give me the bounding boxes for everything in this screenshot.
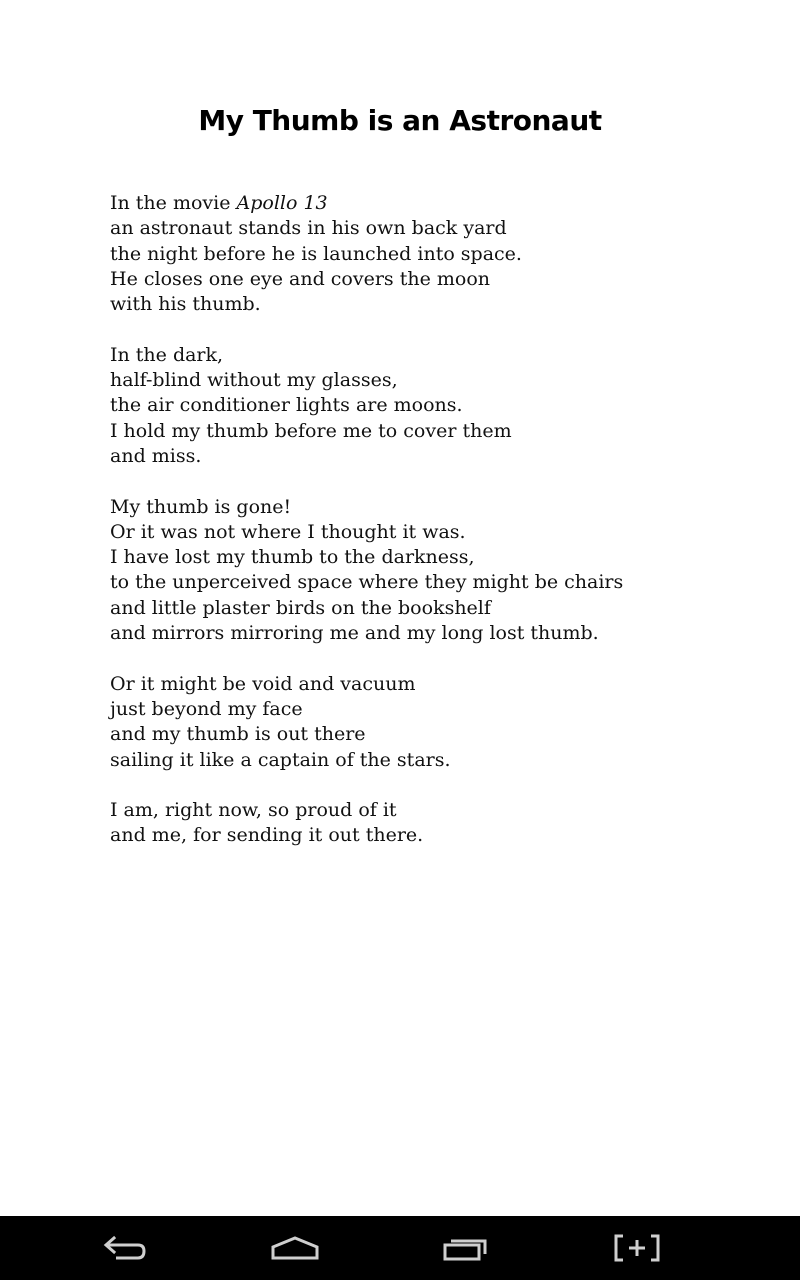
- poem-line: and me, for sending it out there.: [110, 824, 424, 847]
- recent-apps-button[interactable]: [421, 1216, 511, 1280]
- home-button[interactable]: [250, 1216, 340, 1280]
- poem-line: half-blind without my glasses,: [110, 369, 398, 392]
- poem-line: and mirrors mirroring me and my long lost thumb.: [110, 622, 599, 645]
- poem-title: My Thumb is an Astronaut: [198, 104, 602, 137]
- poem-body: [110, 191, 730, 874]
- stanza-3: [110, 495, 730, 647]
- poem-line: with his thumb.: [110, 293, 261, 316]
- poem-line: and miss.: [110, 444, 202, 467]
- stanza-5: [110, 798, 730, 849]
- screenshot-icon: [614, 1234, 660, 1262]
- poem-line: [110, 191, 730, 216]
- back-button[interactable]: [80, 1216, 170, 1280]
- system-navigation-bar: [0, 1216, 800, 1280]
- poem-line: He closes one eye and covers the moon: [110, 267, 490, 290]
- poem-line: the air conditioner lights are moons.: [110, 394, 463, 417]
- stanza-1: [110, 191, 730, 317]
- poem-line: the night before he is launched into space.: [110, 242, 522, 265]
- poem-line: Or it might be void and vacuum: [110, 672, 416, 695]
- poem-line: I have lost my thumb to the darkness,: [110, 546, 475, 569]
- poem-line: sailing it like a captain of the stars.: [110, 748, 451, 771]
- poem-line: an astronaut stands in his own back yard: [110, 217, 507, 240]
- back-icon: [102, 1234, 148, 1262]
- poem-line: I am, right now, so proud of it: [110, 799, 397, 822]
- movie-title: Apollo 13: [236, 192, 328, 214]
- stanza-2: [110, 343, 730, 469]
- recent-apps-icon: [442, 1234, 490, 1262]
- stanza-4: [110, 672, 730, 773]
- poem-line-text: In the movie: [110, 192, 237, 214]
- screenshot-button[interactable]: [592, 1216, 682, 1280]
- poem-line: and little plaster birds on the bookshelf: [110, 596, 491, 619]
- poem-line: My thumb is gone!: [110, 495, 292, 518]
- poem-line: to the unperceived space where they might be chairs: [110, 571, 624, 594]
- poem-line: just beyond my face: [110, 697, 303, 720]
- poem-line: I hold my thumb before me to cover them: [110, 419, 512, 442]
- poem-line: and my thumb is out there: [110, 723, 366, 746]
- poem-line: Or it was not where I thought it was.: [110, 520, 466, 543]
- home-icon: [270, 1234, 320, 1262]
- poem-line: In the dark,: [110, 343, 224, 366]
